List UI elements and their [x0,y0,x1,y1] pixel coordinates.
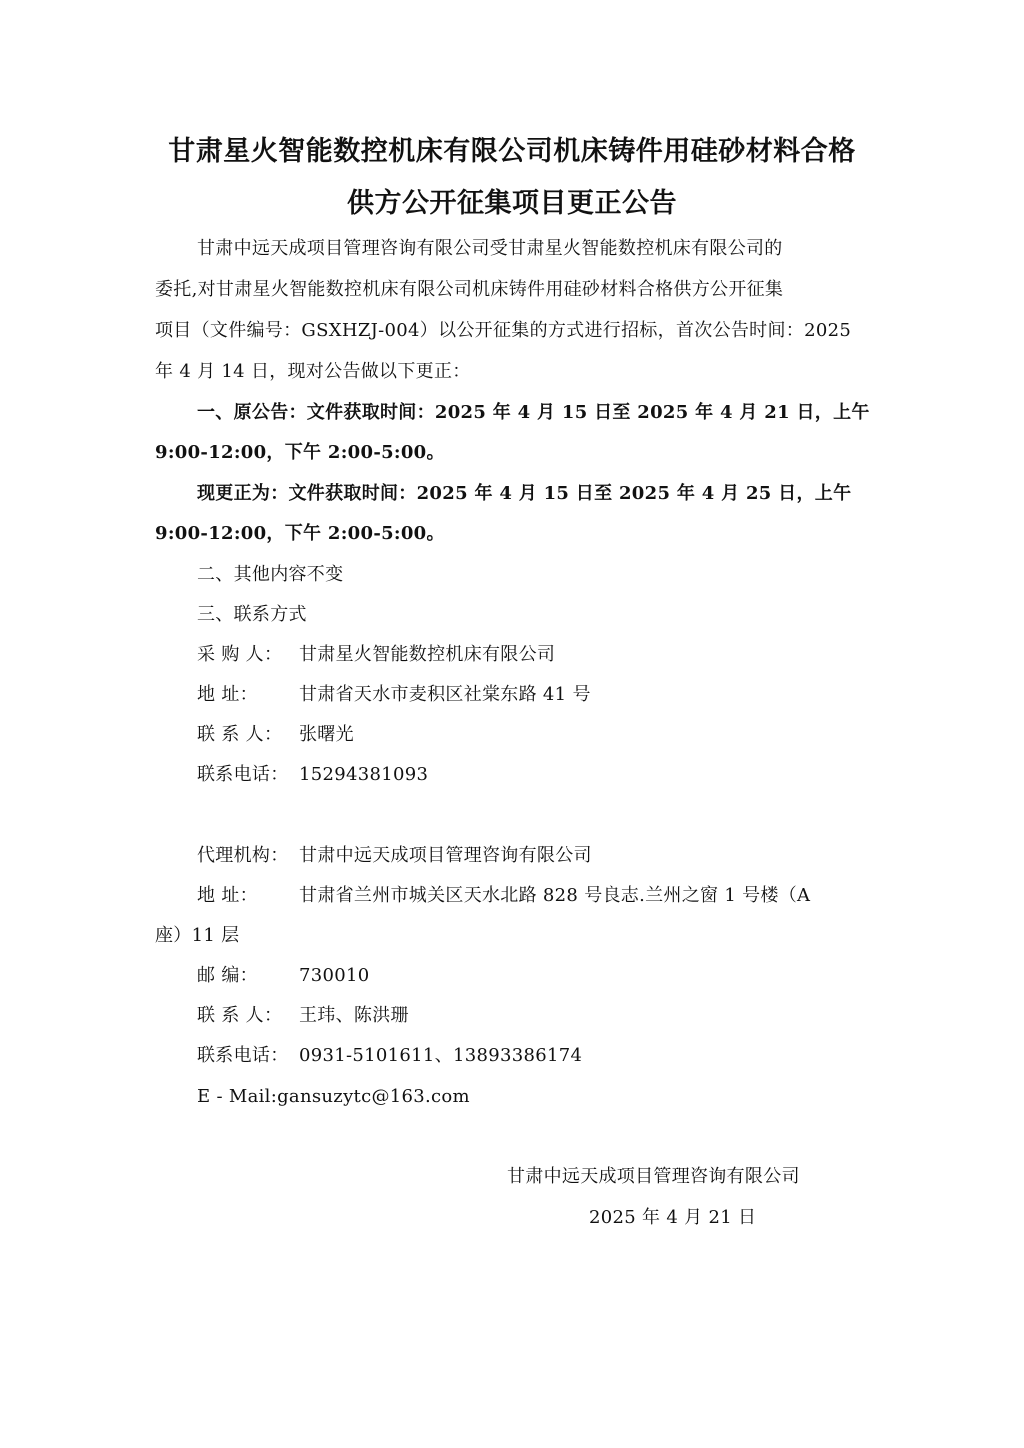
document-title-line2: 供方公开征集项目更正公告 [347,188,677,219]
agency-address-row [197,887,810,905]
purchaser-contact-label: 联 系 人： [197,724,283,745]
original-notice-line-1: 一、原公告：文件获取时间：2025 年 4 月 15 日至 2025 年 4 月 21 日，上午 [197,402,870,423]
section-3-heading: 三、联系方式 [197,604,307,625]
agency-postcode-row [197,967,370,985]
purchaser-contact-row [197,726,354,744]
agency-address-label: 地 址： [197,885,258,906]
document-title-line1: 甘肃星火智能数控机床有限公司机床铸件用硅砂材料合格 [168,136,856,167]
intro-line-1: 甘肃中远天成项目管理咨询有限公司受甘肃星火智能数控机床有限公司的 [197,238,783,259]
agency-address-value-line2: 座）11 层 [155,925,240,946]
agency-contact-row [197,1007,409,1025]
agency-email: E - Mail:gansuzytc@163.com [197,1086,470,1107]
intro-line-2: 委托,对甘肃星火智能数控机床有限公司机床铸件用硅砂材料合格供方公开征集 [155,279,784,300]
section-2-heading: 二、其他内容不变 [197,564,344,585]
purchaser-phone-label: 联系电话： [197,764,289,785]
corrected-notice-line-2: 9:00-12:00，下午 2:00-5:00。 [155,523,445,544]
agency-contact-value: 王玮、陈洪珊 [299,1005,409,1026]
signature-organization: 甘肃中远天成项目管理咨询有限公司 [507,1166,800,1187]
purchaser-address-row [197,686,591,704]
agency-row [197,847,592,865]
purchaser-phone-row [197,766,428,784]
agency-phone-row [197,1047,582,1065]
intro-line-4: 年 4 月 14 日，现对公告做以下更正： [155,361,471,382]
agency-postcode-label: 邮 编： [197,965,258,986]
agency-postcode-value: 730010 [299,965,370,986]
agency-address-value-line1: 甘肃省兰州市城关区天水北路 828 号良志.兰州之窗 1 号楼（A [299,885,811,906]
purchaser-contact-value: 张曙光 [299,724,354,745]
corrected-notice-line-1: 现更正为：文件获取时间：2025 年 4 月 15 日至 2025 年 4 月 25 日，上午 [197,483,852,504]
agency-phone-value: 0931-5101611、13893386174 [299,1045,583,1066]
agency-contact-label: 联 系 人： [197,1005,283,1026]
purchaser-address-label: 地 址： [197,684,258,705]
purchaser-value: 甘肃星火智能数控机床有限公司 [299,644,556,665]
original-notice-line-2: 9:00-12:00，下午 2:00-5:00。 [155,442,445,463]
agency-phone-label: 联系电话： [197,1045,289,1066]
purchaser-row [197,646,555,664]
agency-value: 甘肃中远天成项目管理咨询有限公司 [299,845,592,866]
purchaser-address-value: 甘肃省天水市麦积区社棠东路 41 号 [299,684,591,705]
agency-label: 代理机构： [197,845,289,866]
signature-date: 2025 年 4 月 21 日 [589,1207,757,1228]
purchaser-phone-value: 15294381093 [299,764,429,785]
purchaser-label: 采 购 人： [197,644,283,665]
intro-line-3: 项目（文件编号：GSXHZJ-004）以公开征集的方式进行招标，首次公告时间：2025 [155,320,852,341]
